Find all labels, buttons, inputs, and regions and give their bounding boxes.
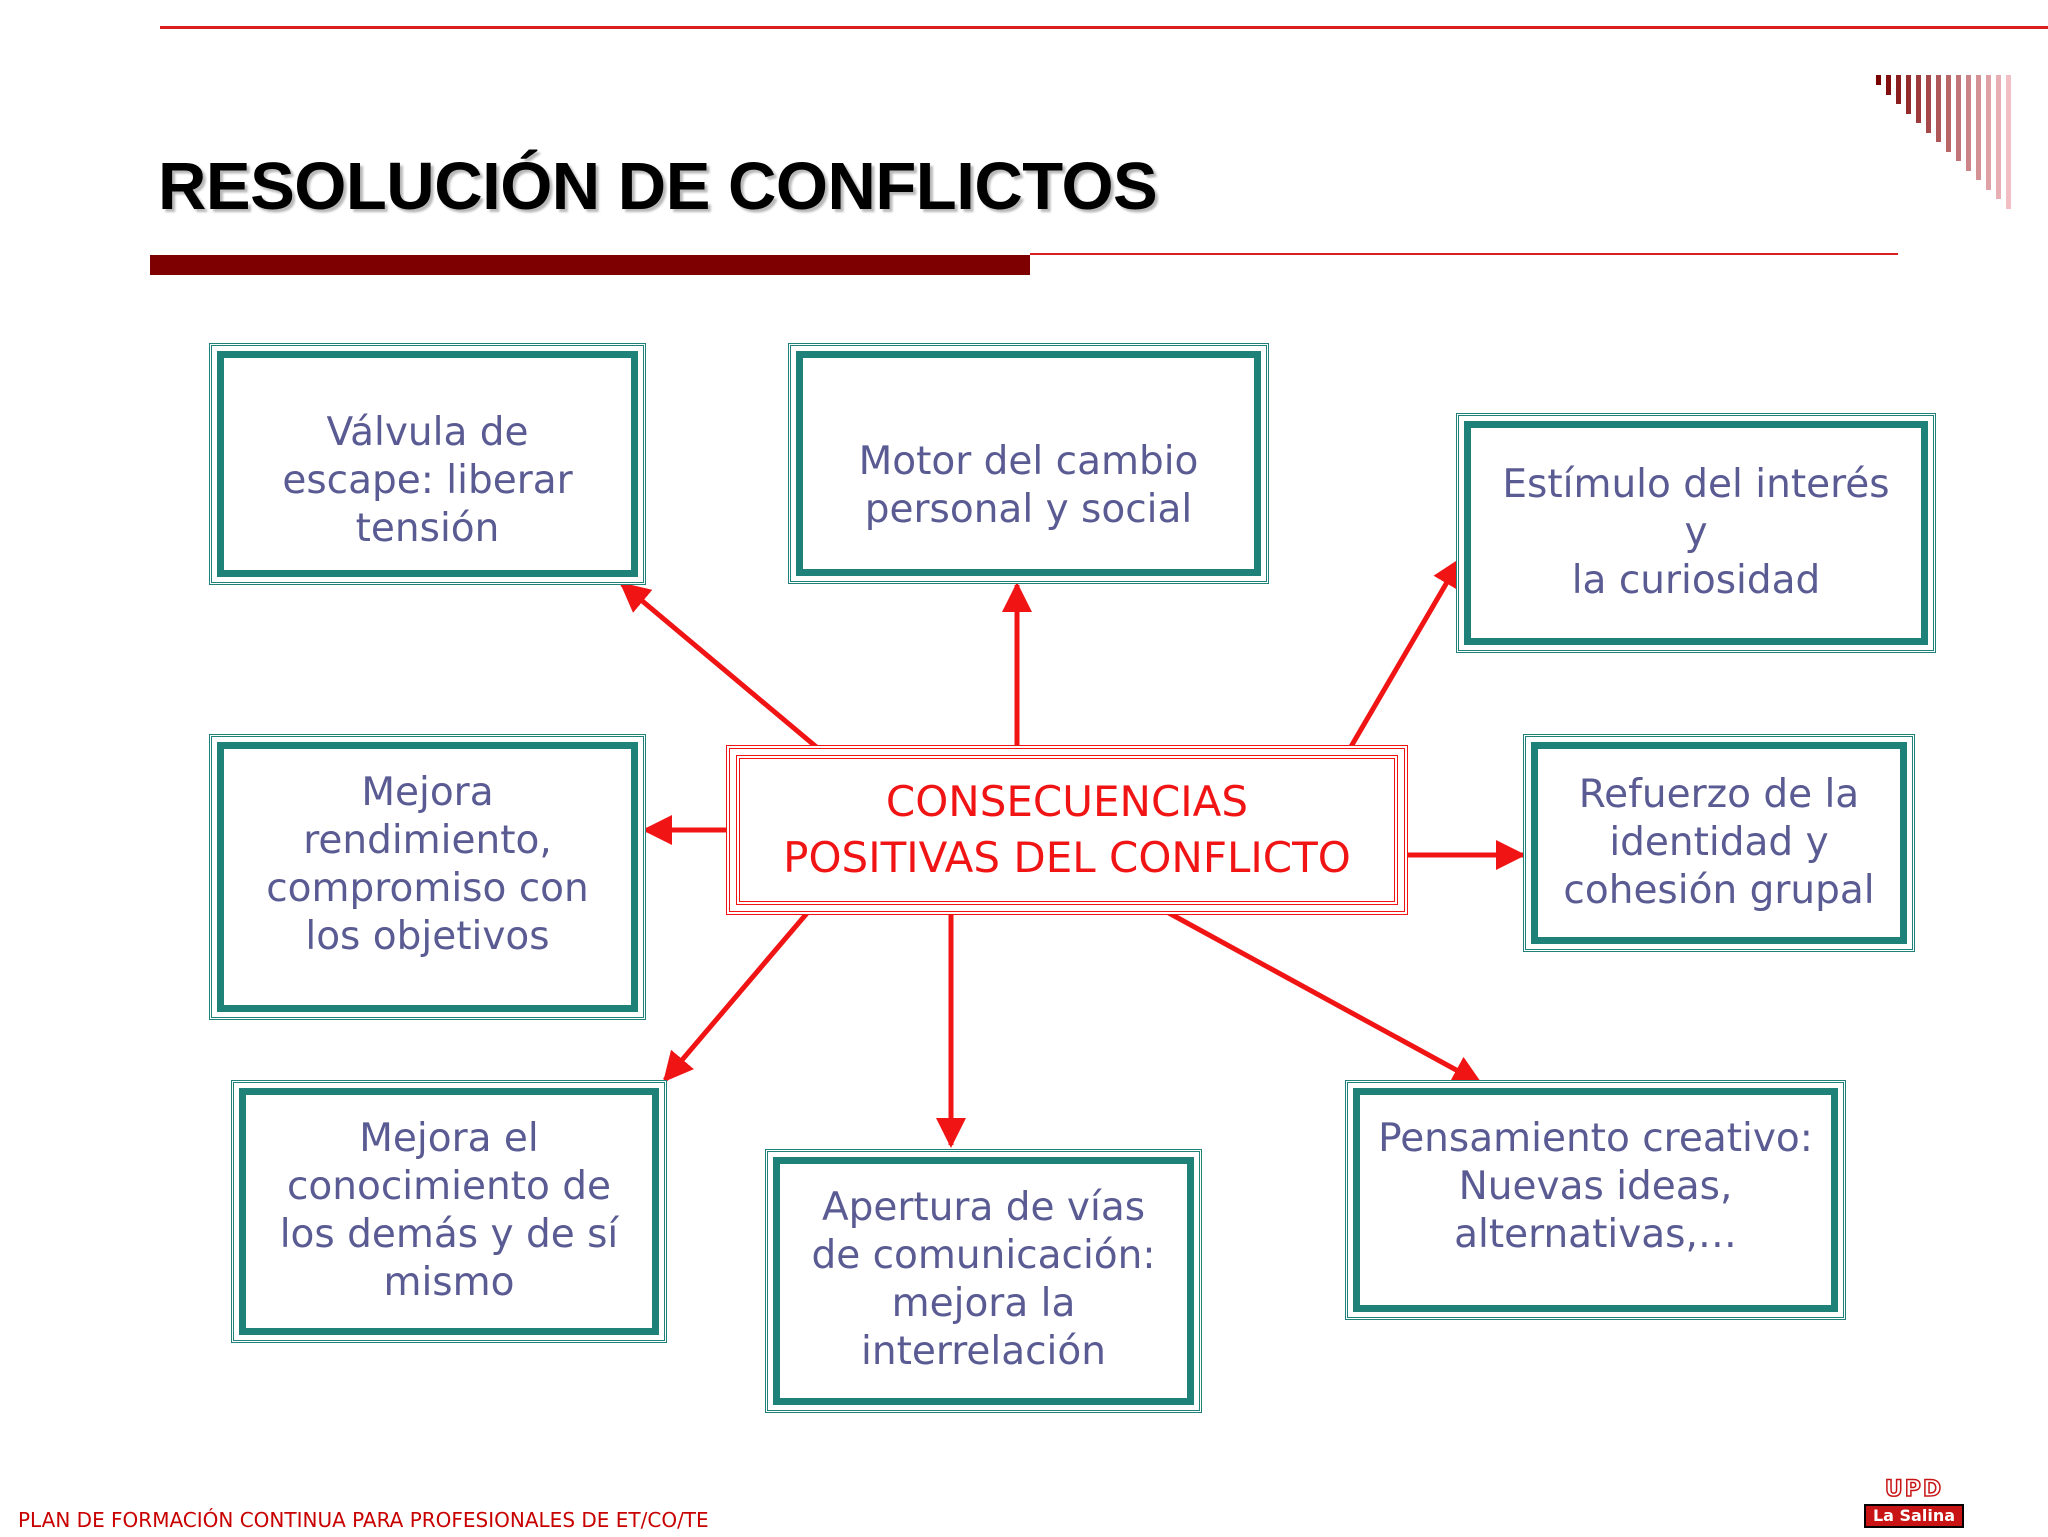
node-text-line: Pensamiento creativo: (1378, 1116, 1813, 1161)
arrow-to-valvula (622, 584, 820, 750)
node-text-line: mejora la (891, 1281, 1076, 1326)
node-text-line: Refuerzo de la (1578, 772, 1860, 817)
node-text-line: los demás y de sí (279, 1212, 619, 1257)
node-text-line: la curiosidad (1571, 558, 1821, 603)
central-node-line: CONSECUENCIAS (885, 777, 1249, 826)
node-estimulo (1456, 413, 1936, 653)
node-text-line: identidad y (1609, 820, 1829, 865)
node-text-line: Estímulo del interés y (1502, 462, 1890, 555)
node-mejora-rendimiento (209, 734, 646, 1020)
node-text-line: mismo (383, 1260, 515, 1305)
upd-logo (1864, 1478, 1964, 1532)
node-text-line: compromiso con (266, 866, 589, 911)
node-motor (788, 343, 1269, 584)
arrow-to-mejora-conocimiento (665, 912, 808, 1080)
node-text-line: alternativas,… (1454, 1212, 1737, 1257)
node-text-line: Apertura de vías (821, 1185, 1146, 1230)
arrow-to-estimulo (1349, 560, 1460, 750)
page-title: RESOLUCIÓN DE CONFLICTOS (158, 149, 1158, 224)
node-text-line: tensión (355, 506, 500, 551)
node-text-line: los objetivos (305, 914, 550, 959)
node-text-line: Válvula de (326, 410, 529, 455)
node-pensamiento (1345, 1080, 1846, 1320)
node-text-line: escape: liberar (282, 458, 573, 503)
node-text-line: rendimiento, (303, 818, 552, 863)
node-apertura (765, 1149, 1202, 1413)
node-text-line: conocimiento de (286, 1164, 611, 1209)
node-text-line: Motor del cambio (858, 439, 1199, 484)
node-text-line: Nuevas ideas, (1458, 1164, 1733, 1209)
arrow-to-pensamiento (1167, 912, 1480, 1083)
node-text-line: cohesión grupal (1563, 868, 1875, 913)
node-mejora-conocimiento (231, 1080, 667, 1343)
node-refuerzo (1523, 734, 1915, 952)
node-text-line: personal y social (864, 487, 1193, 532)
central-node (726, 745, 1408, 915)
node-valvula (209, 343, 646, 585)
node-text-line: de comunicación: (811, 1233, 1156, 1278)
node-text-line: Mejora (361, 770, 494, 815)
node-text-line: interrelación (861, 1329, 1106, 1374)
node-text-line: Mejora el (359, 1116, 539, 1161)
logo-top-text: UPD (1884, 1477, 1944, 1502)
logo-bottom-text: La Salina (1864, 1504, 1964, 1528)
central-node-line: POSITIVAS DEL CONFLICTO (783, 833, 1351, 882)
footer-text: PLAN DE FORMACIÓN CONTINUA PARA PROFESIONALES DE ET/CO/TE (18, 1508, 709, 1532)
